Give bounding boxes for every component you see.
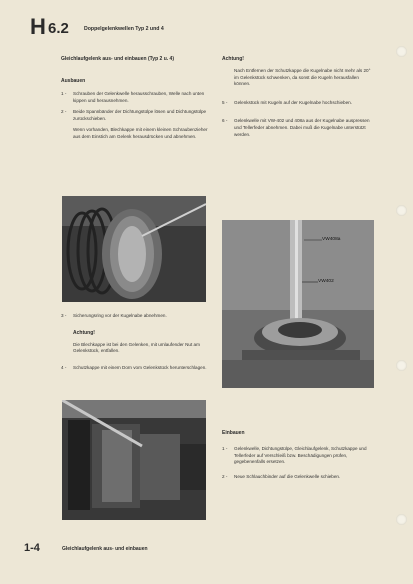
- step-5: [222, 100, 372, 107]
- step-number: 1 -: [222, 446, 228, 451]
- step-text: Schrauben der Gelenkwelle herausschrauben, Welle nach unten kippen und herausnehmen.: [73, 91, 205, 103]
- step-3: [61, 313, 211, 320]
- einbau-step-2: [222, 474, 372, 481]
- section-letter: H: [30, 14, 46, 39]
- tool-label-vw402: VW402: [318, 279, 334, 284]
- photo-boot-removal: [62, 196, 206, 302]
- achtung-text: Die Blechkappe ist bei den Gelenken, mit umlaufender Nut am Gelenkstück, entfallen.: [73, 341, 200, 354]
- left-column-middle: [61, 313, 211, 371]
- section-number: 6.2: [48, 20, 69, 37]
- step-number: 6 -: [222, 118, 228, 124]
- einbauen-heading: Einbauen: [222, 430, 245, 436]
- photo-drift-illustration: [62, 400, 206, 520]
- step-text: Gelenkstück mit Kugeln auf der Kugelnabe hochschieben.: [234, 99, 352, 105]
- right-column-top: [222, 56, 372, 138]
- step-number: 4 -: [61, 364, 67, 370]
- achtung-heading: Achtung!: [222, 56, 244, 62]
- left-column-top: [61, 56, 211, 141]
- achtung-text: Nach Entfernen der Schutzkappe die Kugelnabe nicht mehr als 20° im Gelenkstück schwenken, da sonst die Kugeln herausfallen können.: [234, 68, 371, 87]
- step-text: Neue Schlauchbinder auf die Gelenkwelle schieben.: [234, 473, 341, 479]
- step-2: [61, 109, 211, 122]
- einbau-step-1: [222, 446, 372, 466]
- step-text: Schutzkappe mit einem Dorn vom Gelenkstück herunterschlagen.: [73, 364, 207, 370]
- step-6: [222, 118, 372, 138]
- footer-title: Gleichlaufgelenk aus- und einbauen: [62, 546, 148, 552]
- binder-hole: [396, 514, 407, 525]
- binder-hole: [396, 360, 407, 371]
- step-number: 5 -: [222, 99, 228, 105]
- step-text: Sicherungsring vor der Kugelnabe abnehmen.: [73, 313, 167, 318]
- section-subtitle: Doppelgelenkwellen Typ 2 und 4: [84, 26, 164, 32]
- photo-press-tool-illustration: [222, 220, 374, 388]
- photo-press-tool: [222, 220, 374, 388]
- page-number: 1-4: [24, 542, 40, 554]
- section-title: Gleichlaufgelenk aus- und einbauen (Typ 2 u. 4): [61, 56, 174, 62]
- tool-label-vw408a: VW408a: [322, 237, 341, 242]
- ausbauen-heading: Ausbauen: [61, 78, 86, 84]
- achtung-heading: Achtung!: [73, 329, 95, 336]
- photo-boot-removal-illustration: [62, 196, 206, 302]
- note-blechkappe: Wenn vorhanden, Blechkappe mit einem kleinen Schraubenzieher aus dem Einstich am Gelenk herausdrücken und abnehmen.: [73, 127, 208, 139]
- binder-hole: [396, 46, 407, 57]
- step-number: 2 -: [61, 109, 67, 115]
- right-column-bottom: [222, 430, 372, 480]
- step-number: 2 -: [222, 473, 228, 479]
- step-text: Gelenkwelle mit VW-402 und 408a aus der Kugelnabe auspressen und Tellerfeder abnehmen. Dabei muß die Kugelnabe unterstützt werden.: [234, 118, 370, 137]
- step-number: 1 -: [61, 91, 67, 96]
- step-text: Beide Spannbänder der Dichtungstülpe lösen und Dichtungstülpe zurückschieben.: [73, 109, 207, 121]
- photo-drift: [62, 400, 206, 520]
- step-4: [61, 365, 211, 372]
- step-text: Gelenkwelle, Dichtungstülpe, Gleichlaufgelenk, Schutzkappe und Tellerfeder auf Verschleiß bzw. Beschädigungen prüfen, gegebenenfalls ersetzen.: [234, 446, 367, 465]
- step-number: 3 -: [61, 313, 67, 318]
- binder-hole: [396, 205, 407, 216]
- step-1: [61, 91, 211, 104]
